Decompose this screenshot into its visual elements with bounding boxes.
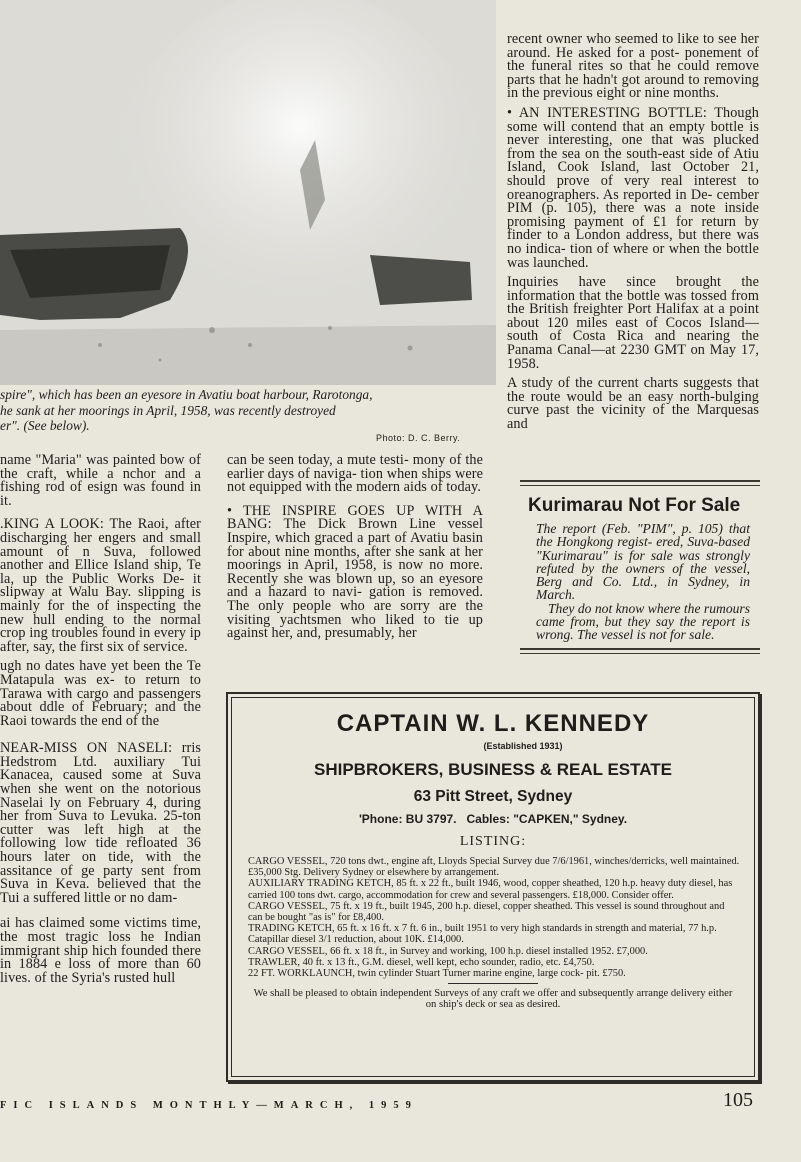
left-para-3: ugh no dates have yet been the Te Matapula was ex- to return to Tarawa with cargo and passengers about ddle of February; and the Raoi towards the end of the	[0, 658, 201, 729]
caption-line: he sank at her moorings in April, 1958, was recently destroyed	[0, 402, 336, 418]
mid-para-2: • THE INSPIRE GOES UP WITH A BANG: The Dick Brown Line vessel Inspire, which graced a part of Avatiu basin for about nine months, after she sank at her moorings in April, 1958, is now no more. Recently she was blown up, so an eyesore and a hazard to navi- gation is removed. The only people who are sorry are the visiting yachtsmen who liked to tie up against her, and, presumably, her	[227, 502, 483, 642]
left-para-4: NEAR-MISS ON NASELI: rris Hedstrom Ltd. auxiliary Tui Kanacea, caused some at Suva when she went on the notorious Naselai ly on February 4, during her from Suva to Levuka. 25-ton cutter was left high at the following low tide refloated 36 hours later on tide, with the assitance of ge party sent from Suva in Keva. believed that the Tui a suffered little or no dam-	[0, 740, 201, 906]
left-para-5: ai has claimed some victims time, the most tragic loss he Indian immigrant ship hich founded there in 1884 e loss of more than 60 lives. of the Syria's rusted hull	[0, 915, 201, 986]
ad-divider	[448, 983, 538, 984]
ad-listing-item: CARGO VESSEL, 75 ft. x 19 ft., built 1945, 200 h.p. diesel, copper sheathed. This vessel is sound throughout and can be bought "as is" for £8,400.	[248, 900, 725, 924]
mid-para-1: can be seen today, a mute testi- mony of the earlier days of naviga- tion when ships were not equipped with the modern aids of today.	[227, 452, 483, 496]
right-para-1: recent owner who seemed to like to see her around. He asked for a post- ponement of the funeral rites so that he could remove parts that he hadn't got around to removing in the previous eight or nine months.	[507, 31, 759, 102]
ad-listing-item: AUXILIARY TRADING KETCH, 85 ft. x 22 ft., built 1946, wood, copper sheathed, 120 h.p. heavy duty diesel, has carried 100 tons dwt. cargo, accommodation for crew and several passengers. £18,000. Consider offer.	[248, 878, 733, 901]
left-para-1: name "Maria" was painted bow of the craft, while a nchor and a fishing rod of esign was found in it.	[0, 452, 201, 509]
kennedy-advertisement	[226, 692, 760, 1082]
ad-contact	[232, 812, 754, 826]
left-para-2: .KING A LOOK: The Raoi, after discharging her engers and small amount of n Suva, followed another and Ellice Island ship, Te la, up the Public Works De- it slipway at Walu Bay. slipping is mainly for the of inspecting the new hull ending to the normal crop ing troubles found in every ip after, say, the first six of service.	[0, 516, 201, 655]
left-column	[0, 454, 201, 985]
ad-phone: 'Phone: BU 3797.	[358, 812, 457, 826]
notice-headline: Kurimarau Not For Sale	[528, 495, 741, 516]
ad-listing-title: LISTING:	[459, 834, 527, 849]
right-para-4: A study of the current charts suggests that the route would be an easy north-bulging curve past the vicinity of the Marquesas and	[507, 375, 759, 433]
notice-para-1: The report (Feb. "PIM", p. 105) that the Hongkong regist- ered, Suva-based "Kurimarau" is for sale was strongly refuted by the owners of the vessel, Berg and Co. Ltd., in Sydney, in March.	[536, 521, 750, 603]
notice-box	[520, 480, 760, 654]
ad-name: CAPTAIN W. L. KENNEDY	[336, 710, 650, 737]
ad-inner-frame	[231, 697, 755, 1077]
ad-closing: We shall be pleased to obtain independent Surveys of any craft we offer and subsequently arrange delivery either on ship's deck or sea as desired.	[253, 988, 733, 1011]
ad-listing-item: TRADING KETCH, 65 ft. x 16 ft. x 7 ft. 6 in., built 1951 to very high standards in strength and material, 77 h.p. Catapillar diesel 3/1 reduction, about 10K. £14,000.	[248, 923, 717, 946]
notice-bottom-rule	[520, 648, 760, 654]
notice-para-2: They do not know where the rumours came from, but they say the report is wrong. The vessel is not for sale.	[536, 600, 750, 643]
ad-listing-item: CARGO VESSEL, 720 tons dwt., engine aft, Lloyds Special Survey due 7/6/1961, winches/derricks, well maintained. £35,000 Stg. Delivery Sydney or elsewhere by arrangement.	[248, 856, 740, 879]
middle-column	[227, 454, 483, 641]
photo-caption	[0, 387, 496, 434]
caption-line: er". (See below).	[0, 418, 90, 433]
ad-address: 63 Pitt Street, Sydney	[413, 788, 573, 805]
ad-established: (Established 1931)	[483, 741, 563, 751]
ad-listing	[232, 856, 754, 979]
ad-cables: Cables: "CAPKEN," Sydney.	[466, 812, 628, 826]
wreck-explosion-image	[0, 0, 496, 385]
page-number: 105	[723, 1089, 753, 1111]
notice-top-rule	[520, 480, 760, 486]
photo-credit: Photo: D. C. Berry.	[376, 433, 461, 443]
harbour-photo	[0, 0, 496, 385]
running-footer: FIC ISLANDS MONTHLY—MARCH, 1959	[0, 1100, 418, 1111]
right-column	[507, 33, 759, 432]
ad-listing-item: 22 FT. WORKLAUNCH, twin cylinder Stuart Turner marine engine, large cock- pit. £750.	[248, 968, 626, 980]
ad-listing-item: TRAWLER, 40 ft. x 13 ft., G.M. diesel, well kept, echo sounder, radio, etc. £4,750.	[248, 956, 595, 968]
right-para-2: • AN INTERESTING BOTTLE: Though some will contend that an empty bottle is never interesting, one that was plucked from the sea on the south-east side of Atiu Island, Cook Island, last October 21, should prove of very real interest to oreanographers. As reported in De- cember PIM (p. 105), there was a note inside promising payment of £1 for return by finder to a London address, but there was no indica- tion of where or when the bottle was launched.	[507, 104, 759, 271]
notice-body	[520, 522, 760, 642]
right-para-3: Inquiries have since brought the information that the bottle was tossed from the British freighter Port Halifax at a point about 120 miles east of Cocos Island—south of Costa Rica and nearing the Panama Canal—at 2230 GMT on May 17, 1958.	[507, 274, 759, 372]
ad-business: SHIPBROKERS, BUSINESS & REAL ESTATE	[314, 760, 672, 779]
caption-line: spire", which has been an eyesore in Avatiu boat harbour, Rarotonga,	[0, 387, 373, 402]
ad-listing-item: CARGO VESSEL, 66 ft. x 18 ft., in Survey and working, 100 h.p. diesel installed 1952. £7,000.	[248, 945, 648, 957]
